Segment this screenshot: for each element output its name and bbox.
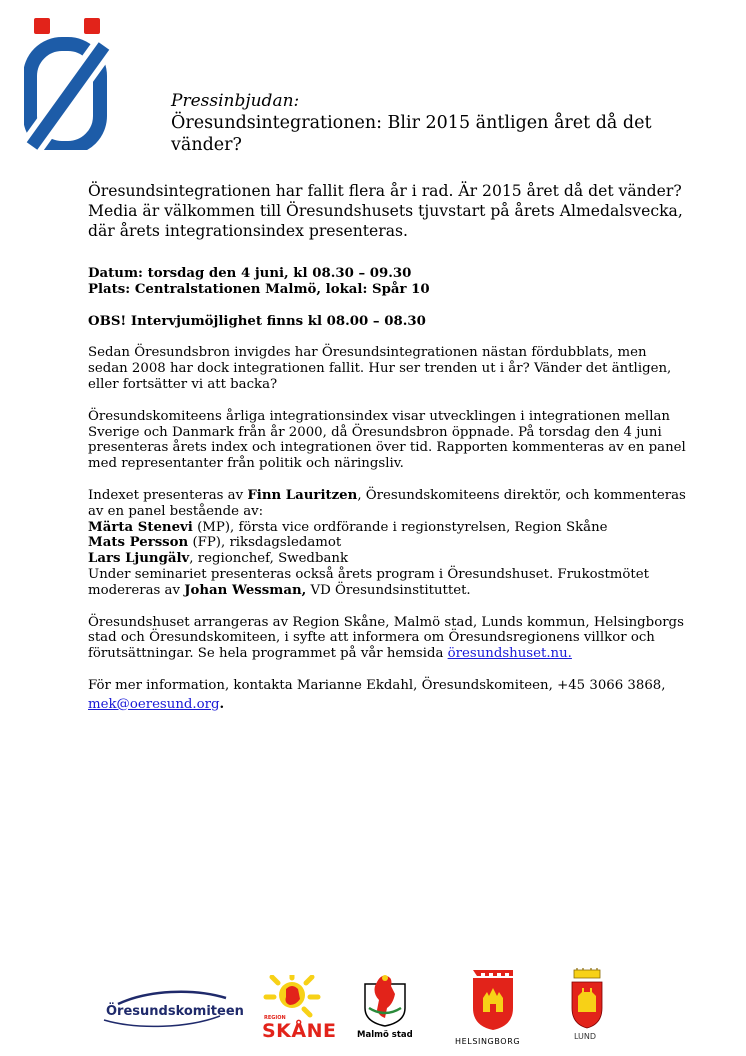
paragraph-line: Sverige och Danmark från år 2000, då Öresundsbron öppnade. På torsdag den 4 juni [88,424,662,440]
moderator-name: Johan Wessman, [184,582,307,598]
paragraph-line: eller fortsätter vi att backa? [88,376,278,392]
contact-line: För mer information, kontakta Marianne Ekdahl, Öresundskomiteen, +45 3066 3868, [88,677,666,693]
panel-member [88,520,688,536]
text-span: Indexet presenteras av [88,487,248,503]
presenter-name: Finn Lauritzen [247,487,358,503]
intro-paragraph [88,181,688,241]
text-span: VD Öresundsinstituttet. [306,582,471,598]
press-title-line-2: vänder? [171,135,242,155]
malmo-stad-logo [355,972,415,1044]
text-span: förutsättningar. Se hela programmet på vår hemsida [88,646,448,662]
document-body [88,266,688,713]
press-kicker: Pressinbjudan: [171,91,300,111]
paragraph-line: Sedan Öresundsbron invigdes har Öresundsintegrationen nästan fördubblats, men [88,345,647,361]
panel-member [88,535,688,551]
panel-member-role: , regionchef, Swedbank [189,551,349,567]
region-label: REGION [264,1015,286,1021]
text-span: modereras av [88,582,185,598]
intro-line: där årets integrationsindex presenteras. [88,222,408,240]
panel-member-role: (FP), riksdagsledamot [188,535,342,551]
skane-wordmark: SKÅNE [262,1020,337,1042]
helsingborg-logo [455,968,531,1048]
paragraph-line: Under seminariet presenteras också årets program i Öresundshuset. Frukostmötet [88,566,649,582]
presenter-line [88,488,688,504]
oresundskomiteen-logo [98,990,244,1030]
moderator-line [88,583,688,599]
text-span: , Öresundskomiteens direktör, och kommenteras [357,487,686,503]
region-skane-logo [262,975,337,1045]
paragraph-line: av en panel bestående av: [88,503,264,519]
press-header [171,90,691,156]
lund-wordmark: LUND [574,1032,597,1041]
oresund-logo [24,18,114,150]
lund-logo [566,968,608,1044]
panel-member-name: Märta Stenevi [88,519,193,535]
press-title-line-1: Öresundsintegrationen: Blir 2015 äntligen året då det [171,113,652,133]
text-span: . [219,696,225,712]
event-place: Plats: Centralstationen Malmö, lokal: Spår 10 [88,281,430,297]
paragraph-line: presenteras årets index och integrationen över tid. Rapporten kommenteras av en panel [88,440,686,456]
paragraph-line: med representanter från politik och näringsliv. [88,456,404,472]
oresundskomiteen-wordmark: Öresundskomiteen [106,1004,244,1019]
contact-email-line [88,697,688,713]
paragraph-line: Öresundshuset arrangeras av Region Skåne, Malmö stad, Lunds kommun, Helsingborgs [88,614,684,630]
panel-member-name: Mats Persson [88,535,189,551]
intro-line: Öresundsintegrationen har fallit flera år i rad. Är 2015 året då det vänder? [88,182,682,200]
malmo-stad-wordmark: Malmö stad [357,1030,413,1040]
event-obs: OBS! Intervjumöjlighet finns kl 08.00 – 08.30 [88,313,426,329]
helsingborg-crest-icon [455,968,531,1032]
paragraph-line: sedan 2008 har dock integrationen fallit. Hur ser trenden ut i år? Vänder det äntligen, [88,361,672,377]
email-link[interactable]: mek@oeresund.org [88,696,220,712]
malmo-griffin-icon [355,972,415,1028]
paragraph-line: Öresundskomiteens årliga integrationsindex visar utvecklingen i integrationen mellan [88,408,670,424]
website-line [88,646,688,662]
panel-member-name: Lars Ljungälv [88,551,190,567]
event-date: Datum: torsdag den 4 juni, kl 08.30 – 09.30 [88,266,412,281]
lund-crest-icon [566,968,608,1030]
panel-member-role: (MP), första vice ordförande i regionstyrelsen, Region Skåne [192,519,608,535]
paragraph-line: stad och Öresundskomiteen, i syfte att informera om Öresundsregionens villkor och [88,630,655,646]
panel-member [88,551,688,567]
intro-line: Media är välkommen till Öresundshusets tjuvstart på årets Almedalsvecka, [88,202,683,220]
website-link[interactable]: öresundshuset.nu. [447,646,572,662]
helsingborg-wordmark: HELSINGBORG [455,1037,521,1046]
